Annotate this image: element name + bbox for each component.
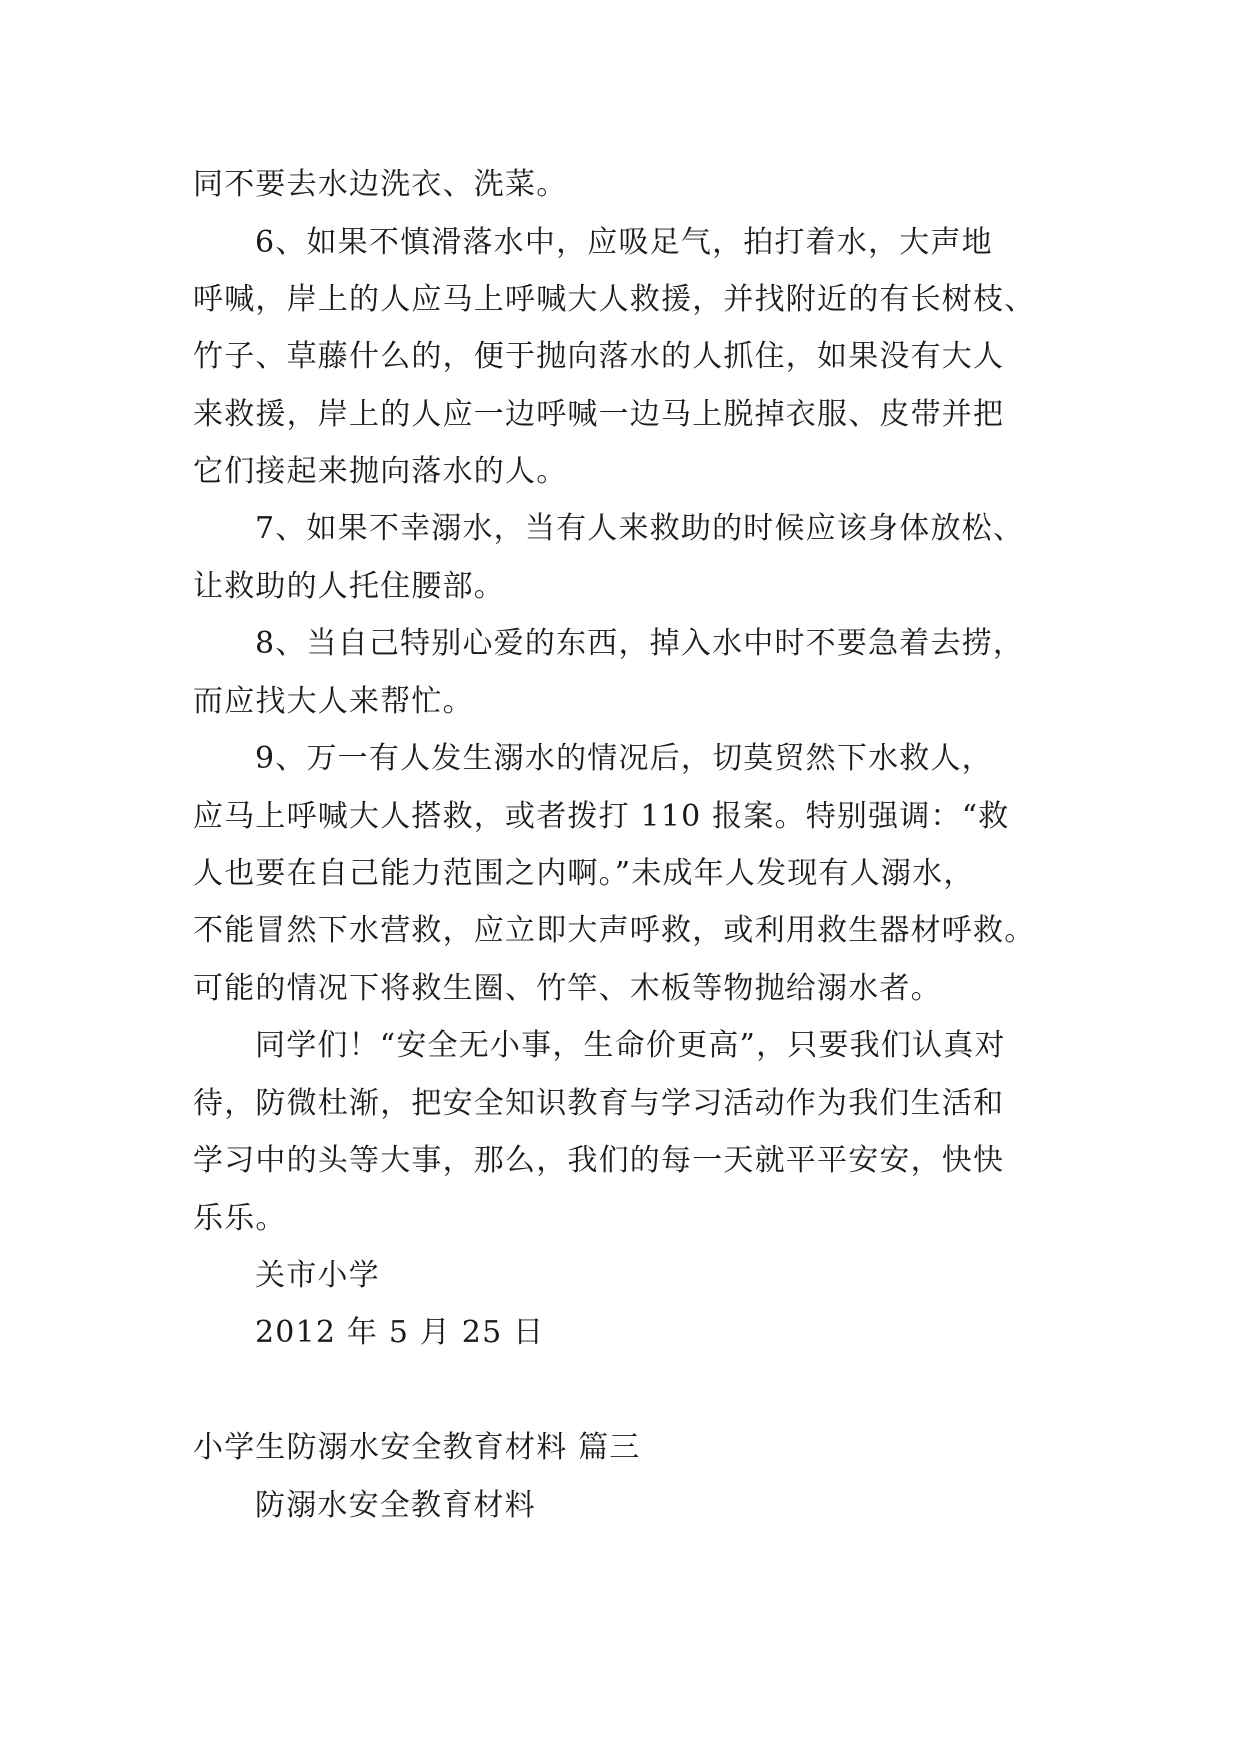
- text-line: 人也要在自己能力范围之内啊。”未成年人发现有人溺水，: [193, 856, 975, 891]
- text-line: 学习中的头等大事，那么，我们的每一天就平平安安，快快: [193, 1143, 1005, 1178]
- text-line: 不能冒然下水营救，应立即大声呼救，或利用救生器材呼救。: [193, 913, 1036, 948]
- paragraph-9-start: 9、万一有人发生溺水的情况后，切莫贸然下水救人，: [255, 741, 993, 776]
- text-line: 竹子、草藤什么的，便于抛向落水的人抓住，如果没有大人: [193, 339, 1005, 374]
- closing-paragraph-start: 同学们！“安全无小事，生命价更高”，只要我们认真对: [255, 1028, 1006, 1063]
- text-line: 应马上呼喊大人搭救，或者拨打 110 报案。特别强调：“救: [193, 799, 1010, 834]
- paragraph-8-start: 8、当自己特别心爱的东西，掉入水中时不要急着去捞，: [255, 626, 1025, 661]
- section-heading: 小学生防溺水安全教育材料 篇三: [193, 1430, 641, 1465]
- text-line: 可能的情况下将救生圈、竹竿、木板等物抛给溺水者。: [193, 971, 942, 1006]
- text-line: 同不要去水边洗衣、洗菜。: [193, 167, 568, 202]
- paragraph-7-start: 7、如果不幸溺水，当有人来救助的时候应该身体放松、: [255, 511, 1025, 546]
- signature-school: 关市小学: [255, 1258, 380, 1293]
- text-line: 来救援，岸上的人应一边呼喊一边马上脱掉衣服、皮带并把: [193, 397, 1005, 432]
- text-line: 让救助的人托住腰部。: [193, 569, 505, 604]
- paragraph-6-start: 6、如果不慎滑落水中，应吸足气，拍打着水，大声地: [255, 225, 993, 260]
- signature-date: 2012 年 5 月 25 日: [255, 1315, 545, 1350]
- text-line: 乐乐。: [193, 1201, 287, 1236]
- section-subtitle: 防溺水安全教育材料: [255, 1488, 536, 1523]
- text-line: 待，防微杜渐，把安全知识教育与学习活动作为我们生活和: [193, 1086, 1005, 1121]
- text-line: 呼喊，岸上的人应马上呼喊大人救援，并找附近的有长树枝、: [193, 282, 1036, 317]
- text-line: 而应找大人来帮忙。: [193, 684, 474, 719]
- text-line: 它们接起来抛向落水的人。: [193, 454, 568, 489]
